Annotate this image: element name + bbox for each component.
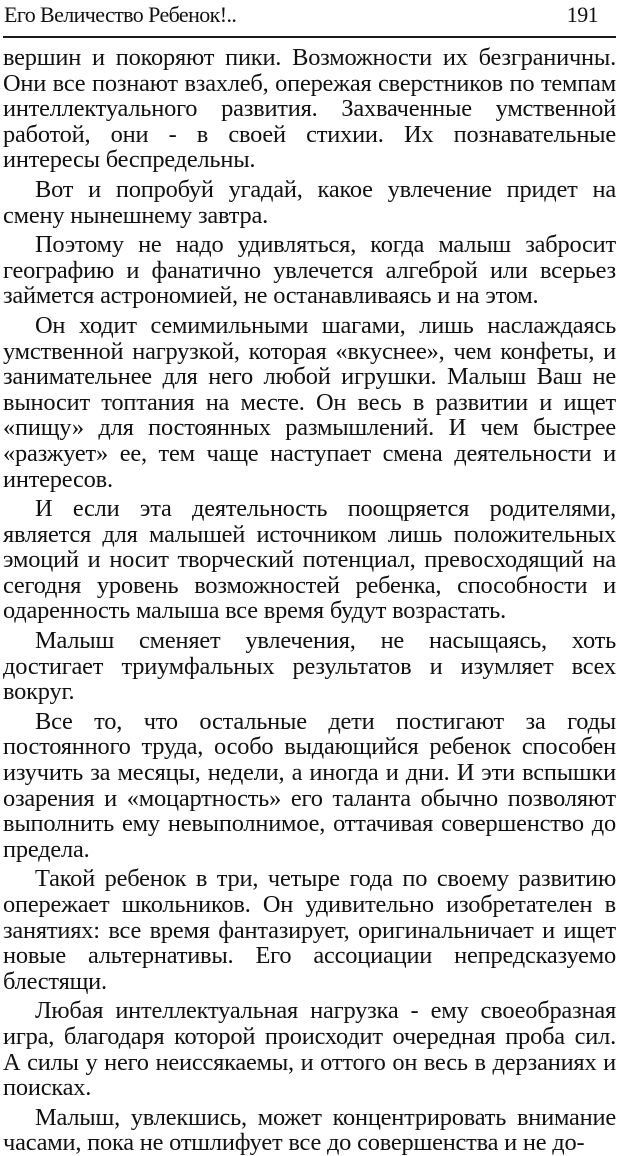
paragraph-5: И если эта деятельность поощряется родителями, является для малышей источником лишь положительных эмоций и носит творческий потенциал, превосходящий на сегодня уровень возможностей ребенка, способности и одаренность малыша все время будут возрастать. <box>3 495 616 625</box>
running-header <box>3 0 616 38</box>
paragraph-10: Малыш, увлекшись, может концентрировать внимание часами, пока не отшлифует все до совершенства и не до- <box>3 1103 616 1156</box>
running-title: Его Величество Ребенок!.. <box>4 2 237 27</box>
paragraph-6: Малыш сменяет увлечения, не насыщаясь, хоть достигает триумфальных результатов и изумляет всех вокруг. <box>3 627 616 706</box>
body-text <box>3 45 616 1156</box>
paragraph-2: Вот и попробуй угадай, какое увлечение придет на смену нынешнему завтра. <box>3 175 616 229</box>
paragraph-4: Он ходит семимильными шагами, лишь наслаждаясь умственной нагрузкой, которая «вкуснее», чем конфеты, и занимательнее для него любой игрушки. Малыш Ваш не выносит топтания на месте. Он весь в развитии и ищет «пищу» для постоянных размышлений. И чем быстрее «разжует» ее, тем чаще наступает смена деятельности и интересов. <box>3 311 616 493</box>
paragraph-3: Поэтому не надо удивляться, когда малыш забросит географию и фанатично увлечется алгеброй или всерьез займется астрономией, не останавливаясь и на этом. <box>3 231 616 310</box>
paragraph-8: Такой ребенок в три, четыре года по своему развитию опережает школьников. Он удивительно изобретателен в занятиях: все время фантазирует, оригинальничает и ищет новые альтернативы. Его ассоциации непредсказуемо блестящи. <box>3 865 616 995</box>
page-number: 191 <box>566 2 598 27</box>
paragraph-7: Все то, что остальные дети постигают за годы постоянного труда, особо выдающийся ребенок способен изучить за месяцы, недели, а иногда и дни. И эти вспышки озарения и «моцартность» его таланта обычно позволяют выполнить ему невыполнимое, оттачивая совершенство до предела. <box>3 707 616 863</box>
paragraph-1: вершин и покоряют пики. Возможности их безграничны. Они все познают взахлеб, опережая сверстников по темпам интеллектуального развития. Захваченные умственной работой, они - в своей стихии. Их познавательные интересы беспредельны. <box>3 44 616 174</box>
paragraph-9: Любая интеллектуальная нагрузка - ему своеобразная игра, благодаря которой происходит очередная проба сил. А силы у него неиссякаемы, и оттого он весь в дерзаниях и поисках. <box>3 997 616 1102</box>
